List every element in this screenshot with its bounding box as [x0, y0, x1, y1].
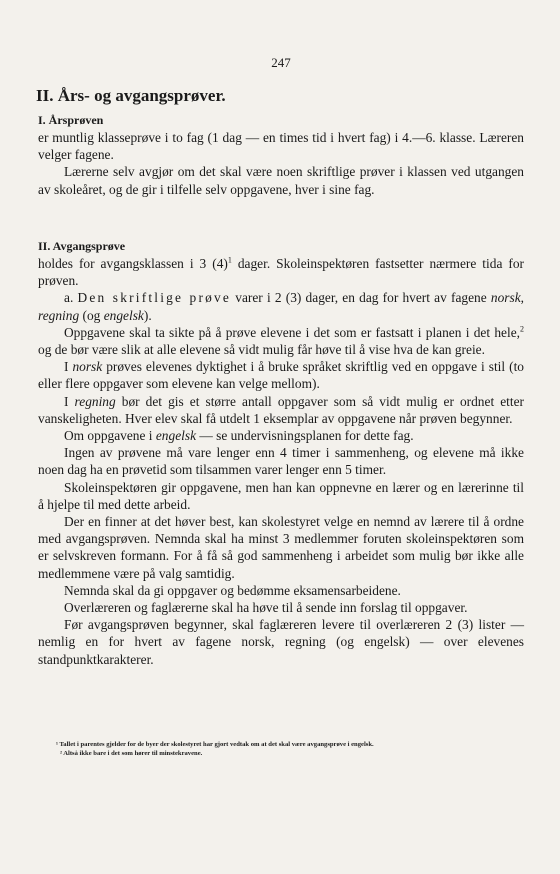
footnote-ref-1: 1 [227, 255, 232, 265]
paragraph: Der en finner at det høver best, kan skolestyret velge en nemnd av lærere til å ordne med avgangsprøven. Nemnda skal ha minst 3 medlemmer foruten skoleinspektøren som er selvskreven formann. For å få så god sammenheng i arbeidet som mulig bør ikke alle medlemmene være på valg samtidig. [38, 514, 524, 581]
footnotes [56, 740, 524, 758]
paragraph: Om oppgavene i engelsk — se undervisningsplanen for dette fag. [64, 428, 414, 444]
document-page [38, 0, 524, 874]
spaced-emphasis: Den skriftlige prøve [77, 290, 232, 306]
paragraph: er muntlig klasseprøve i to fag (1 dag — en times tid i hvert fag) i 4.—6. klasse. Læreren velger fagene. [38, 130, 524, 163]
paragraph: holdes for avgangsklassen i 3 $(4)^1$ dager. Skoleinspektøren fastsetter nærmere tida for prøven. [38, 255, 524, 289]
section-arsproven [38, 112, 524, 198]
paragraph: I norsk prøves elevenes dyktighet i å bruke språket skriftlig ved en oppgave i stil (to eller flere oppgaver som elevene kan velge mellom). [38, 359, 524, 392]
footnote-1: ¹ Tallet i parentes gjelder for de byer der skolestyret har gjort vedtak om at det skal være avgangsprøve i engelsk. [56, 741, 374, 748]
paragraph: a. Den skriftlige prøve varer i 2 (3) dager, en dag for hvert av fagene norsk, regning (og engelsk). [38, 290, 525, 323]
page-number: 247 [271, 55, 291, 70]
footnote-ref-2: 2 [520, 324, 524, 334]
section-heading-arsproven: I. Årsprøven [38, 113, 104, 127]
paragraph: Overlæreren og faglærerne skal ha høve til å sende inn forslag til oppgaver. [64, 600, 468, 616]
paragraph: Nemnda skal da gi oppgaver og bedømme eksamensarbeidene. [64, 582, 401, 598]
paragraph: Lærerne selv avgjør om det skal være noen skriftlige prøver i klassen ved utgangen av skoleåret, og de gir i tilfelle selv oppgavene, hver i sine fag. [38, 164, 524, 197]
chapter-title: II. Års- og avgangsprøver. [36, 86, 226, 105]
paragraph: Før avgangsprøven begynner, skal faglæreren levere til overlæreren 2 (3) lister — nemlig en for hvert av fagene norsk, regning (og engelsk) — over elevenes standpunktkarakterer. [38, 617, 524, 667]
paragraph: Ingen av prøvene må vare lenger enn 4 timer i sammenheng, og elevene må ikke noen dag ha en prøvetid som tilsammen varer lenger enn 5 timer. [38, 445, 524, 478]
paragraph: Oppgavene skal ta sikte på å prøve elevene i det som er fastsatt i planen i det hele,$^2$ og de bør være slik at alle elevene så vidt mulig får høve til å vise hva de kan greie. [38, 324, 524, 358]
paragraph: Skoleinspektøren gir oppgavene, men han kan oppnevne en lærer og en lærerinne til å hjelpe til med dette arbeid. [38, 479, 524, 512]
footnote-2: ² Altså ikke bare i det som hører til minstekravene. [60, 750, 203, 757]
section-heading-avgangsprove: II. Avgangsprøve [38, 239, 126, 253]
section-avgangsprove [38, 234, 524, 668]
paragraph: I regning bør det gis et større antall oppgaver som så vidt mulig er ordnet etter vanskeligheten. Hver elev skal få utdelt 1 eksemplar av oppgavene når prøven begynner. [38, 393, 525, 426]
